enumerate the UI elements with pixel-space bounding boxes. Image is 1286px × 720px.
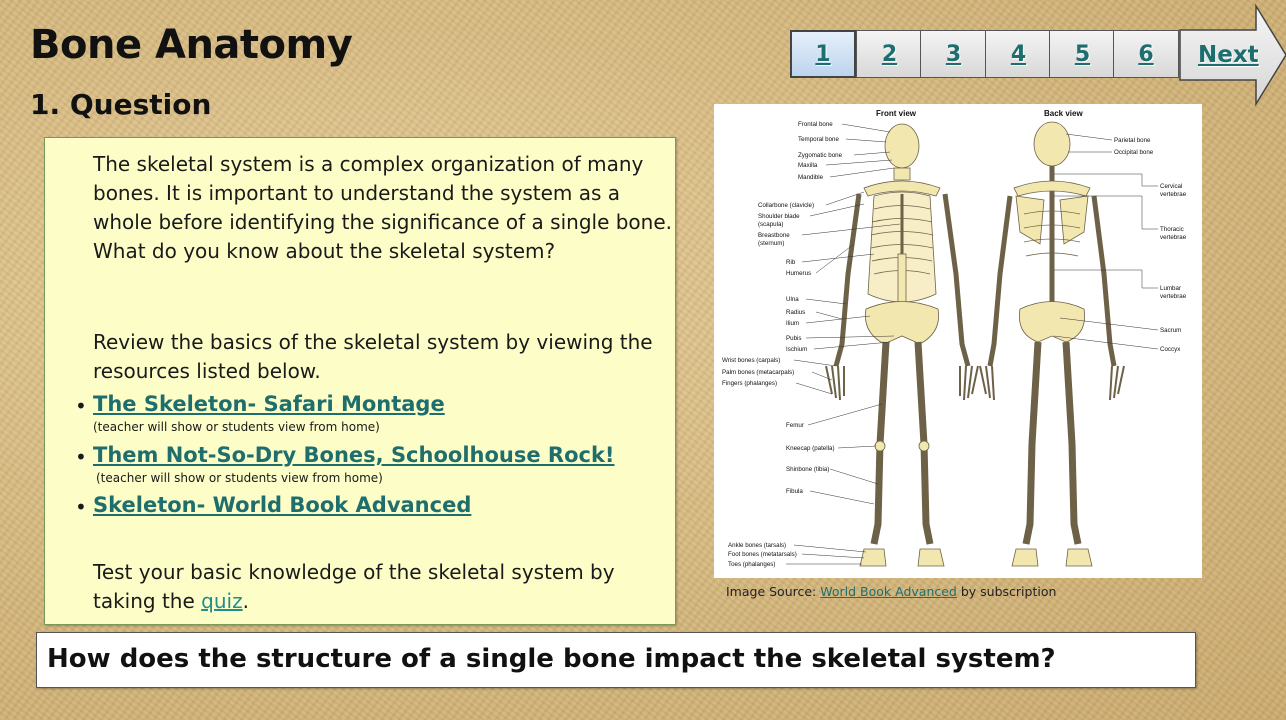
svg-text:Pubis: Pubis (786, 335, 802, 342)
skeleton-diagram (714, 104, 1202, 578)
svg-text:Humerus: Humerus (786, 270, 812, 277)
svg-text:vertebrae: vertebrae (1160, 191, 1187, 198)
svg-text:Mandible: Mandible (798, 174, 824, 181)
svg-text:Toes (phalanges): Toes (phalanges) (728, 561, 776, 568)
image-source-link[interactable]: World Book Advanced (820, 584, 957, 599)
svg-text:Foot bones (metatarsals): Foot bones (metatarsals) (728, 551, 797, 558)
back-skeleton (980, 122, 1124, 566)
essential-question: How does the structure of a single bone impact the skeletal system? (47, 644, 1056, 674)
svg-text:Radius: Radius (786, 309, 806, 316)
svg-text:vertebrae: vertebrae (1160, 234, 1187, 241)
svg-text:Shinbone (tibia): Shinbone (tibia) (786, 466, 830, 473)
question-content-box (44, 137, 676, 625)
svg-text:Kneecap (patella): Kneecap (patella) (786, 445, 835, 452)
svg-text:Ischium: Ischium (786, 346, 808, 353)
right-bone-labels (1114, 137, 1187, 353)
nav-tab-6[interactable]: 6 (1113, 30, 1179, 78)
quiz-paragraph: Test your basic knowledge of the skeletal system by taking the quiz. (93, 560, 615, 613)
svg-text:Breastbone: Breastbone (758, 232, 790, 239)
nav-tab-4[interactable]: 4 (985, 30, 1051, 78)
left-bone-labels (722, 121, 843, 568)
svg-text:Parietal bone: Parietal bone (1114, 137, 1151, 144)
image-caption: Image Source: World Book Advanced by subscription (726, 584, 1057, 599)
resource-note: (teacher will show or students view from home) (93, 420, 380, 434)
svg-text:Collarbone (clavicle): Collarbone (clavicle) (758, 202, 815, 209)
quiz-link[interactable]: quiz (201, 589, 243, 613)
review-paragraph: Review the basics of the skeletal system by viewing the resources listed below. (93, 330, 653, 383)
bullet-icon: • (75, 445, 87, 469)
page-title: Bone Anatomy (30, 22, 353, 68)
svg-text:Shoulder blade: Shoulder blade (758, 213, 800, 220)
resource-link-safari-montage[interactable]: The Skeleton- Safari Montage (93, 392, 445, 416)
svg-text:Thoracic: Thoracic (1160, 226, 1184, 233)
svg-text:Fibula: Fibula (786, 488, 803, 495)
next-button[interactable]: Next (1198, 42, 1259, 68)
resource-note: (teacher will show or students view from home) (96, 471, 383, 485)
resource-link-schoolhouse-rock[interactable]: Them Not-So-Dry Bones, Schoolhouse Rock! (93, 443, 615, 467)
svg-text:Rib: Rib (786, 259, 796, 266)
svg-text:(sternum): (sternum) (758, 240, 785, 247)
svg-text:Ankle bones (tarsals): Ankle bones (tarsals) (728, 542, 787, 549)
intro-paragraph: The skeletal system is a complex organization of many bones. It is important to understand the system as a whole before identifying the significance of a single bone. What do you know about the skeletal system? (93, 152, 673, 263)
nav-tab-5[interactable]: 5 (1049, 30, 1115, 78)
svg-text:Cervical: Cervical (1160, 183, 1183, 190)
svg-text:Frontal bone: Frontal bone (798, 121, 833, 128)
svg-text:Occipital bone: Occipital bone (1114, 149, 1154, 156)
svg-text:Ulna: Ulna (786, 296, 799, 303)
front-skeleton (826, 124, 978, 566)
svg-text:Sacrum: Sacrum (1160, 327, 1182, 334)
svg-text:Fingers (phalanges): Fingers (phalanges) (722, 380, 778, 387)
svg-text:Coccyx: Coccyx (1160, 346, 1181, 353)
nav-tab-1[interactable]: 1 (790, 30, 856, 78)
back-view-label: Back view (1044, 109, 1083, 118)
essential-question-bar (36, 632, 1196, 688)
svg-text:Zygomatic bone: Zygomatic bone (798, 152, 843, 159)
svg-text:vertebrae: vertebrae (1160, 293, 1187, 300)
svg-text:(scapula): (scapula) (758, 221, 784, 228)
nav-tab-3[interactable]: 3 (920, 30, 986, 78)
svg-text:Palm bones (metacarpals): Palm bones (metacarpals) (722, 369, 795, 376)
resource-link-world-book[interactable]: Skeleton- World Book Advanced (93, 493, 472, 517)
svg-text:Temporal bone: Temporal bone (798, 136, 839, 143)
svg-text:Femur: Femur (786, 422, 804, 429)
bullet-icon: • (75, 394, 87, 418)
svg-text:Ilium: Ilium (786, 320, 800, 327)
svg-text:Maxilla: Maxilla (798, 162, 818, 169)
nav-tab-2[interactable]: 2 (856, 30, 922, 78)
front-view-label: Front view (876, 109, 917, 118)
section-subtitle: 1. Question (30, 88, 212, 121)
svg-text:Lumbar: Lumbar (1160, 285, 1181, 292)
svg-text:Wrist bones (carpals): Wrist bones (carpals) (722, 357, 781, 364)
bullet-icon: • (75, 495, 87, 519)
